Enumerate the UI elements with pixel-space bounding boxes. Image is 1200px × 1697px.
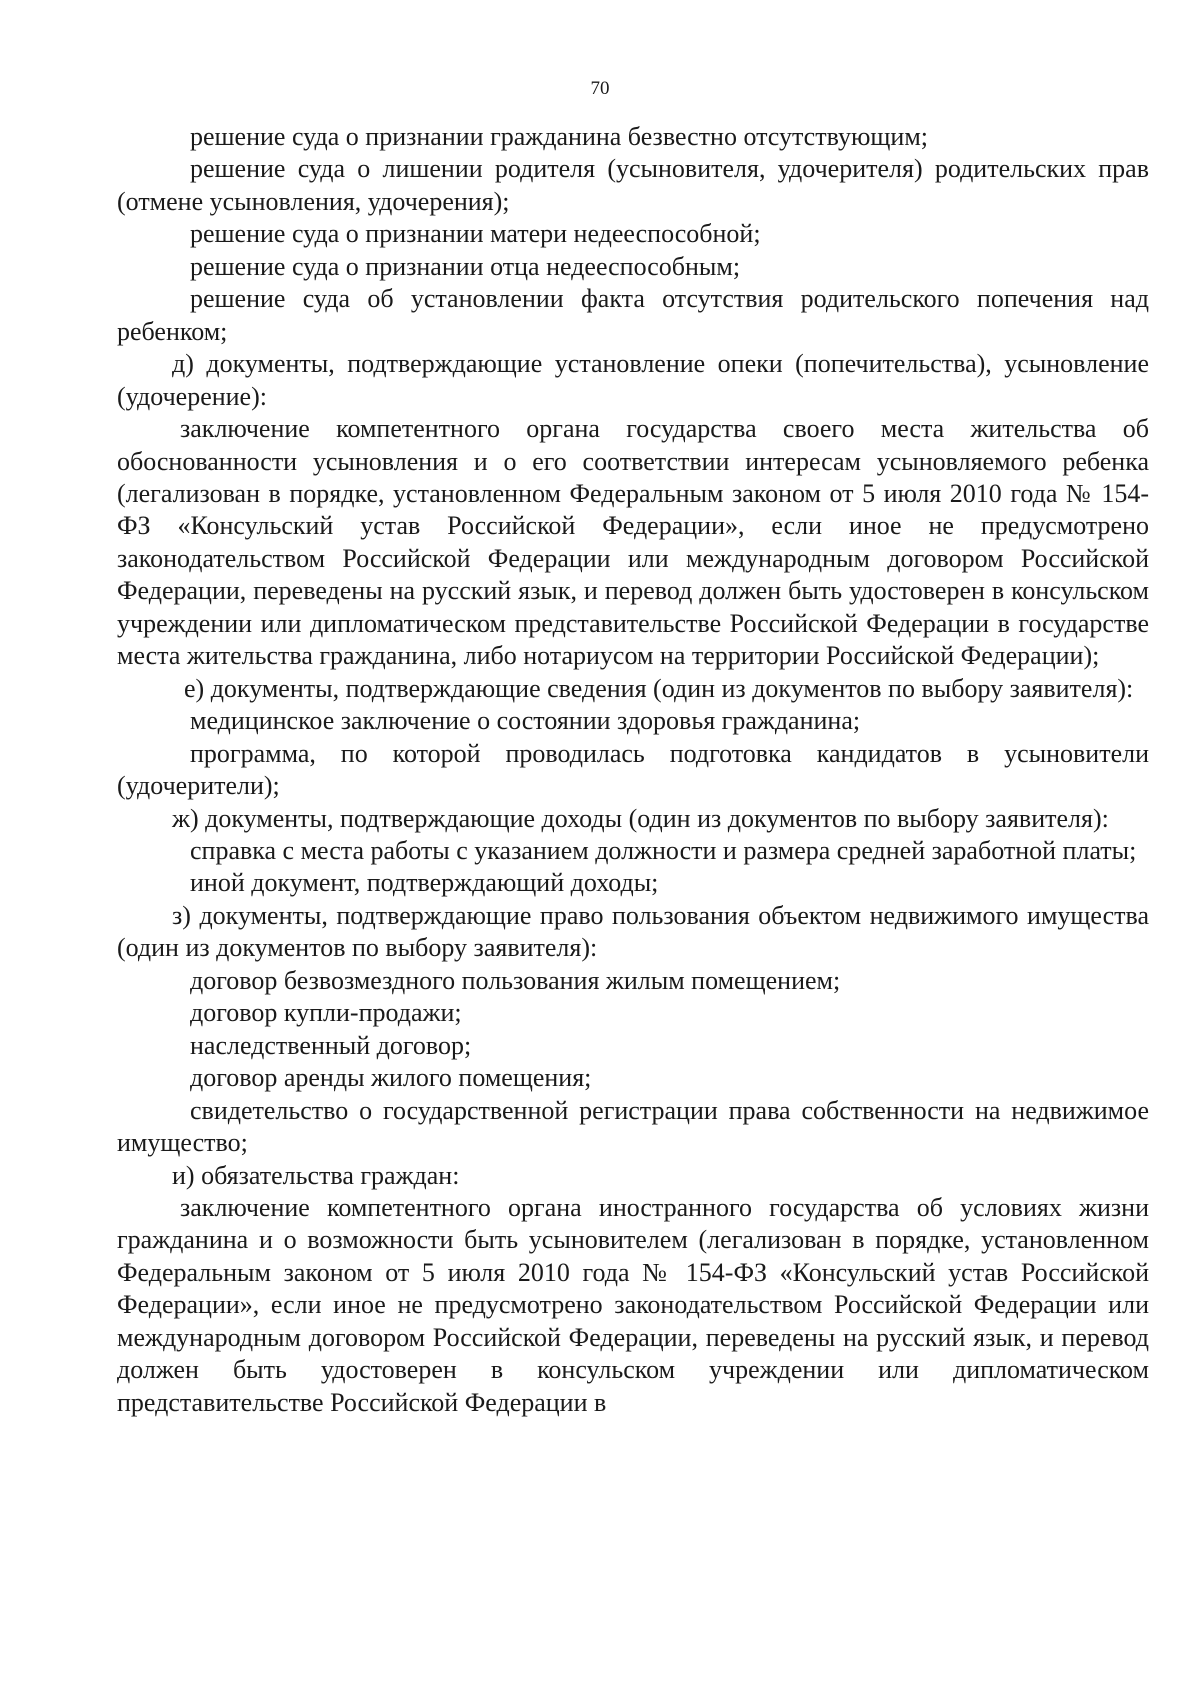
section-e-heading: е) документы, подтверждающие сведения (один из документов по выбору заявителя): xyxy=(184,673,1134,703)
list-item-other-income: иной документ, подтверждающий доходы; xyxy=(190,868,659,898)
section-z-heading: з) документы, подтверждающие право пользования объектом недвижимого имущества (один из документов по выбору заявителя): xyxy=(117,900,1149,963)
document-body xyxy=(117,121,1149,1419)
section-d-heading: д) документы, подтверждающие установление опеки (попечительства), усыновление (удочерение): xyxy=(117,349,1149,411)
section-i-conclusion: заключение компетентного органа иностранного государства об условиях жизни гражданина и о возможности быть усыновителем (легализован в порядке, установленном Федеральным законом от 5 июля 2010 года № 154-ФЗ «Консульский устав Российской Федерации», если иное не предусмотрено законодательством Российской Федерации или международным договором Российской Федерации, переведены на русский язык, и перевод должен быть удостоверен в консульском учреждении или дипломатическом представительстве Российской Федерации в xyxy=(117,1192,1149,1417)
list-item-court-deprivation: решение суда о лишении родителя (усыновителя, удочерителя) родительских прав (отмене усыновления, удочерения); xyxy=(117,154,1149,216)
list-item-ownership-certificate: свидетельство о государственной регистрации права собственности на недвижимое имущество; xyxy=(117,1095,1149,1158)
list-item-court-missing: решение суда о признании гражданина безвестно отсутствующим; xyxy=(190,122,928,151)
list-item-inheritance: наследственный договор; xyxy=(190,1030,472,1060)
section-zh-heading: ж) документы, подтверждающие доходы (один из документов по выбору заявителя): xyxy=(172,803,1109,833)
section-i-heading: и) обязательства граждан: xyxy=(172,1160,460,1190)
list-item-medical: медицинское заключение о состоянии здоровья гражданина; xyxy=(190,706,861,736)
page-number: 70 xyxy=(590,78,610,99)
list-item-sale: договор купли-продажи; xyxy=(190,998,462,1028)
section-d-conclusion: заключение компетентного органа государства своего места жительства об обоснованности усыновления и о его соответствии интересам усыновляемого ребенка (легализован в порядке, установленном Федеральным законом от 5 июля 2010 года № 154-ФЗ «Консульский устав Российской Федерации», если иное не предусмотрено законодательством Российской Федерации или международным договором Российской Федерации, переведены на русский язык, и перевод должен быть удостоверен в консульском учреждении или дипломатическом представительстве Российской Федерации в государстве места жительства гражданина, либо нотариусом на территории Российской Федерации); xyxy=(117,414,1149,671)
list-item-program: программа, по которой проводилась подготовка кандидатов в усыновители (удочерители); xyxy=(117,738,1149,801)
list-item-free-use: договор безвозмездного пользования жилым помещением; xyxy=(190,965,841,995)
list-item-court-mother: решение суда о признании матери недееспособной; xyxy=(190,219,761,249)
list-item-court-no-care: решение суда об установлении факта отсутствия родительского попечения над ребенком; xyxy=(117,284,1149,346)
list-item-lease: договор аренды жилого помещения; xyxy=(190,1063,592,1093)
list-item-court-father: решение суда о признании отца недееспособным; xyxy=(190,251,741,281)
list-item-salary-certificate: справка с места работы с указанием должности и размера средней заработной платы; xyxy=(190,835,1137,865)
